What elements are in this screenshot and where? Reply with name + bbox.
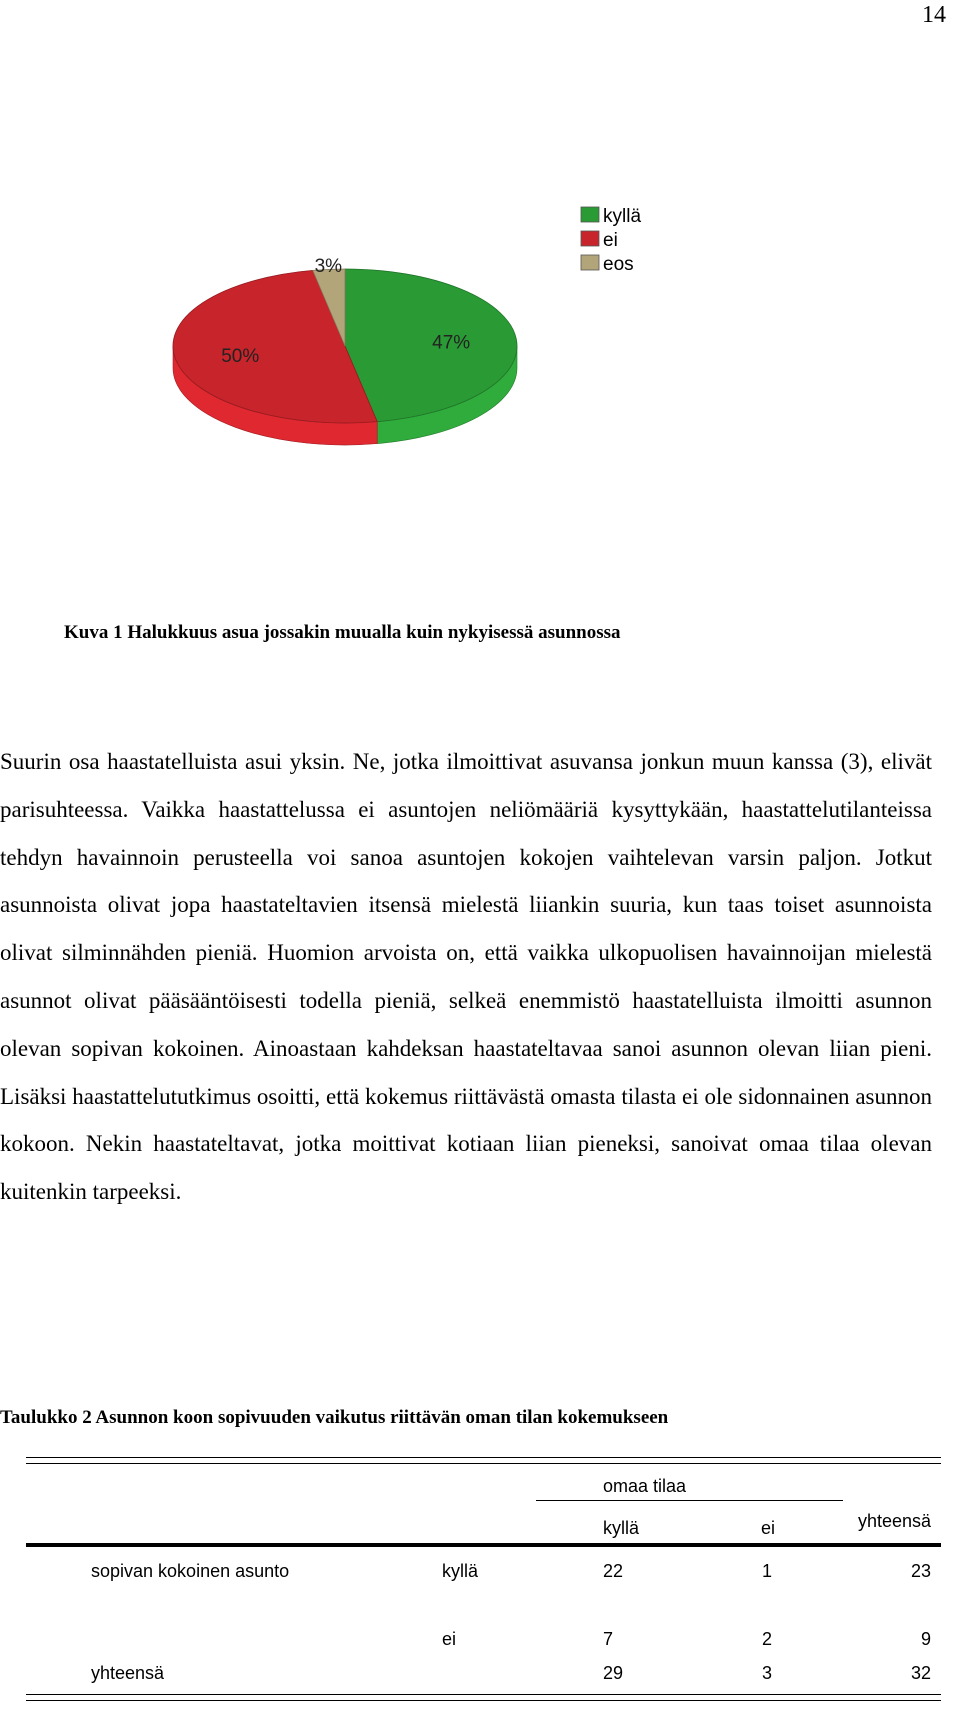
legend-label-eos: eos <box>603 254 634 275</box>
table-col-total: yhteensä <box>858 1511 932 1531</box>
row2-kylla: 7 <box>603 1629 614 1649</box>
table-bottom-rule-1 <box>26 1694 941 1695</box>
row1-ei: 1 <box>762 1561 773 1581</box>
pie-chart <box>0 0 960 560</box>
legend-label-ei: ei <box>603 230 618 251</box>
legend-label-kyllä: kyllä <box>603 206 642 227</box>
row1-kylla: 22 <box>603 1561 624 1581</box>
row1-sub: kyllä <box>442 1561 479 1581</box>
body-paragraph: Suurin osa haastatelluista asui yksin. Ne, jotka ilmoittivat asuvansa jonkun muun kanssa (3), elivät parisuhteessa. Vaikka haastattelussa ei asuntojen neliömääriä kysyttykään, haastattelutilanteissa tehdyn havainnoin perusteella voi sanoa asuntojen kokojen vaihtelevan varsin paljon. Jotkut asunnoista olivat jopa haastateltavien itsensä mielestä liiankin suuria, kun taas toiset asunnoista olivat silminnähden pieniä. Huomion arvoista on, että vaikka ulkopuolisen havainnoijan mielestä asunnot olivat pääsääntöisesti todella pieniä, selkeä enemmistö haastatelluista ilmoitti asunnon olevan sopivan kokoinen. Ainoastaan kahdeksan haastateltavaa sanoi asunnon olevan liian pieni. Lisäksi haastattelututkimus osoitti, että kokemus riittävästä omasta tilasta ei ole sidonnainen asunnon kokoon. Nekin haastateltavat, jotka moittivat kotiaan liian pieneksi, sanoivat omaa tilaa olevan kuitenkin tarpeeksi. <box>0 749 932 1205</box>
row1-total: 23 <box>911 1561 932 1581</box>
row2-ei: 2 <box>762 1629 773 1649</box>
row3-ei: 3 <box>762 1663 773 1683</box>
table-col-kylla: kyllä <box>603 1518 640 1538</box>
legend-swatch-kyllä <box>581 207 599 222</box>
row2-total: 9 <box>921 1629 932 1649</box>
table-col-ei: ei <box>761 1518 776 1538</box>
pie-label-ei: 50% <box>221 345 260 367</box>
table-caption: Taulukko 2 Asunnon koon sopivuuden vaikutus riittävän oman tilan kokemukseen <box>0 1407 669 1428</box>
page-number: 14 <box>922 2 946 28</box>
row1-label: sopivan kokoinen asunto <box>91 1561 290 1581</box>
legend-swatch-ei <box>581 231 599 246</box>
row3-kylla: 29 <box>603 1663 624 1683</box>
table-group-header: omaa tilaa <box>603 1476 687 1496</box>
figure-caption: Kuva 1 Halukkuus asua jossakin muualla kuin nykyisessä asunnossa <box>64 622 621 643</box>
pie-label-eos: 3% <box>314 256 343 278</box>
legend-swatch-eos <box>581 255 599 270</box>
table-top-rule-1 <box>26 1457 941 1458</box>
pie-chart-figure <box>0 0 960 560</box>
pie-label-kyllä: 47% <box>432 332 471 354</box>
row3-total: 32 <box>911 1663 932 1683</box>
table-bottom-rule-2 <box>26 1700 941 1701</box>
row3-label: yhteensä <box>91 1663 165 1683</box>
row2-sub: ei <box>442 1629 457 1649</box>
table-header-rule <box>26 1543 941 1547</box>
table-top-rule-2 <box>26 1463 941 1464</box>
body-text <box>0 738 932 1216</box>
table-group-rule <box>536 1500 843 1501</box>
